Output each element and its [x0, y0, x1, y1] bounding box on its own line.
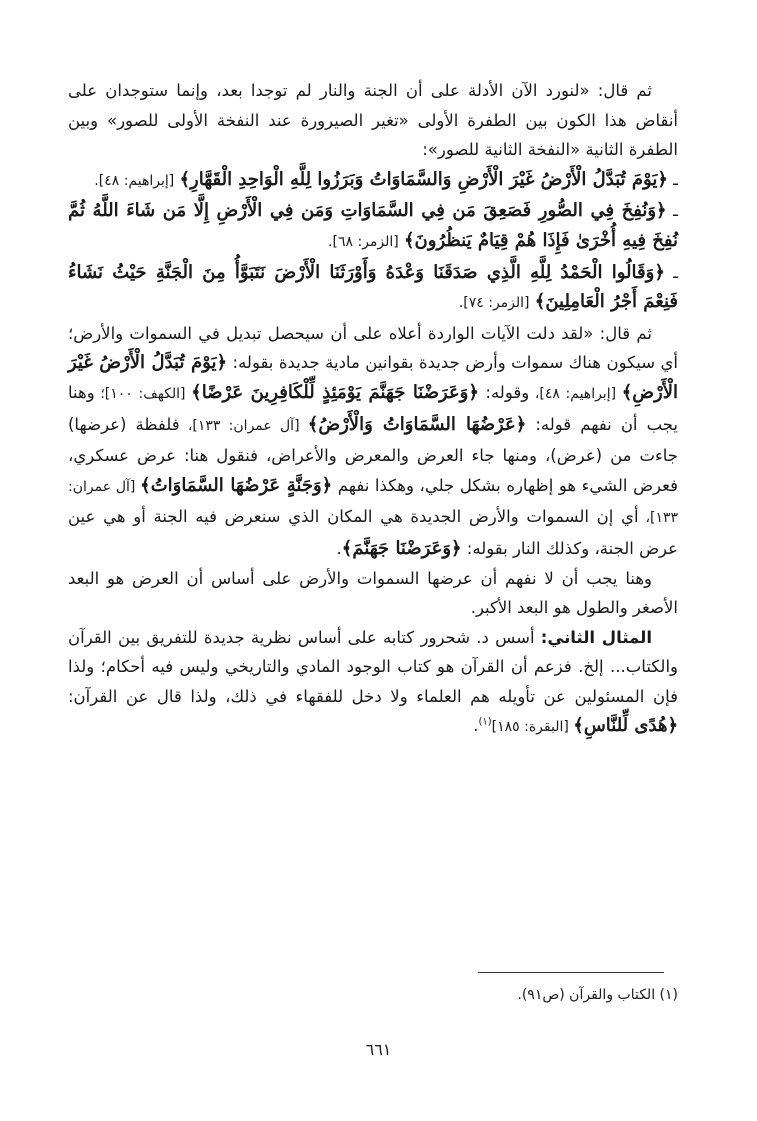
text-run: ثم قال: «لقد دلت الآيات الواردة أعلاه على أن سيحصل تبديل في السموات والأرض؛ أي سيكون هناك سموات وأرض جديدة بقوانين مادية جديدة بقوله: [68, 323, 679, 373]
verse-item-1 [68, 165, 678, 197]
text-run: أي إن السموات والأرض الجديدة هي المكان الذي سنعرض فيه الجنة أو هي عين عرض الجنة، وكذلك النار بقوله: [68, 507, 678, 558]
verse-dash: ـ [673, 169, 678, 189]
verse-reference: [آل عمران: ١٣٣]، [68, 478, 678, 527]
quran-quote: ﴿وَجَنَّةٍ عَرْضُهَا السَّمَاوَاتُ﴾ [140, 474, 333, 496]
footnote: (١) الكتاب والقرآن (ص٩١). [517, 987, 678, 1003]
footnote-divider [478, 972, 664, 973]
verse-dash: ـ [673, 262, 678, 282]
verse-reference: [الكهف: ١٠٠]؛ [94, 385, 192, 402]
quran-quote: ﴿هُدًى لِّلنَّاسِ﴾ [573, 715, 678, 737]
verse-reference: [إبراهيم: ٤٨]، [529, 385, 622, 402]
quran-quote: ﴿عَرْضُهَا السَّمَاوَاتُ وَالْأَرْضُ﴾ [307, 413, 527, 435]
paragraph-3: وهنا يجب أن لا نفهم أن عرضها السموات والأرض على أساس أن العرض هو البعد الأصغر والطول هو البعد الأكبر. [68, 568, 678, 618]
text-run: وقوله: [478, 382, 530, 402]
verse-item-3 [68, 258, 678, 319]
text-run: وهنا يجب أن نفهم قوله: [68, 382, 679, 434]
paragraph-1: ثم قال: «لنورد الآن الأدلة على أن الجنة والنار لم توجدا بعد، وإنما ستوجدان على أنقاض هذا الكون بين الطفرة الأولى «تغير الصيرورة عند النفخة الأولى للصور» وبين الطفرة الثانية «النفخة الثانية للصور»: [68, 81, 678, 160]
text-run: فلفظة (عرضها) جاءت من (عرض)، ومنها جاء العرض والمعرض والأعراض، فنقول هنا: عرض عسكري، فعرض الشيء هو إظهاره بشكل جلي، وهكذا نفهم [68, 414, 678, 495]
paragraph-2 [68, 319, 678, 564]
quran-verse: ﴿وَقَالُوا الْحَمْدُ لِلَّهِ الَّذِي صَدَقَنَا وَعْدَهُ وَأَوْرَثَنَا الْأَرْضَ نَتَبَوَّأُ مِنَ الْجَنَّةِ حَيْثُ نَشَاءُ فَنِعْمَ أَجْرُ الْعَامِلِينَ﴾ [68, 261, 678, 313]
verse-reference: [الزمر: ٧٤]. [458, 295, 530, 312]
verse-dash: ـ [673, 201, 678, 221]
quran-quote: ﴿يَوْمَ تُبَدَّلُ الْأَرْضُ غَيْرَ الْأَرْضِ﴾ [68, 352, 678, 403]
footnote-marker: (١) [478, 716, 492, 728]
quran-quote: ﴿وَعَرَضْنَا جَهَنَّمَ يَوْمَئِذٍ لِّلْكَافِرِينَ عَرْضًا﴾ [191, 381, 479, 403]
verse-item-2 [68, 196, 678, 257]
quran-verse: ﴿يَوْمَ تُبَدَّلُ الْأَرْضُ غَيْرَ الْأَرْضِ وَالسَّمَاوَاتُ وَبَرَزُوا لِلَّهِ الْوَاحِدِ الْقَهَّارِ﴾ [179, 168, 668, 190]
paragraph-4 [68, 623, 678, 743]
page-number: ٦٦١ [365, 1040, 392, 1059]
text-run: . [336, 538, 342, 558]
verse-reference: [الزمر: ٦٨]. [328, 233, 399, 250]
text-run: أسس د. شحرور كتابه على أساس نظرية جديدة للتفريق بين القرآن والكتاب... إلخ. فزعم أن القرآن هو كتاب الوجود المادي والتاريخي وليس فيه أحكام؛ ولذا فإن المسئولين عن تأويله هم العلماء ولا دخل للفقهاء في ذلك، ولذا قال عن القرآن: [68, 627, 678, 706]
quran-verse: ﴿وَنُفِخَ فِي الصُّورِ فَصَعِقَ مَن فِي السَّمَاوَاتِ وَمَن فِي الْأَرْضِ إِلَّا مَن شَاءَ اللَّهُ ثُمَّ نُفِخَ فِيهِ أُخْرَىٰ فَإِذَا هُمْ قِيَامٌ يَنظُرُونَ﴾ [68, 200, 678, 251]
text-run: . [473, 716, 479, 736]
verse-reference: [آل عمران: ١٣٣]، [179, 417, 308, 434]
verse-reference: [إبراهيم: ٤٨]. [94, 172, 175, 189]
main-text [68, 76, 678, 743]
example-label: المثال الثاني: [540, 627, 652, 647]
verse-reference: [البقرة: ١٨٥] [491, 719, 574, 736]
quran-quote: ﴿وَعَرَضْنَا جَهَنَّمَ﴾ [341, 537, 462, 559]
